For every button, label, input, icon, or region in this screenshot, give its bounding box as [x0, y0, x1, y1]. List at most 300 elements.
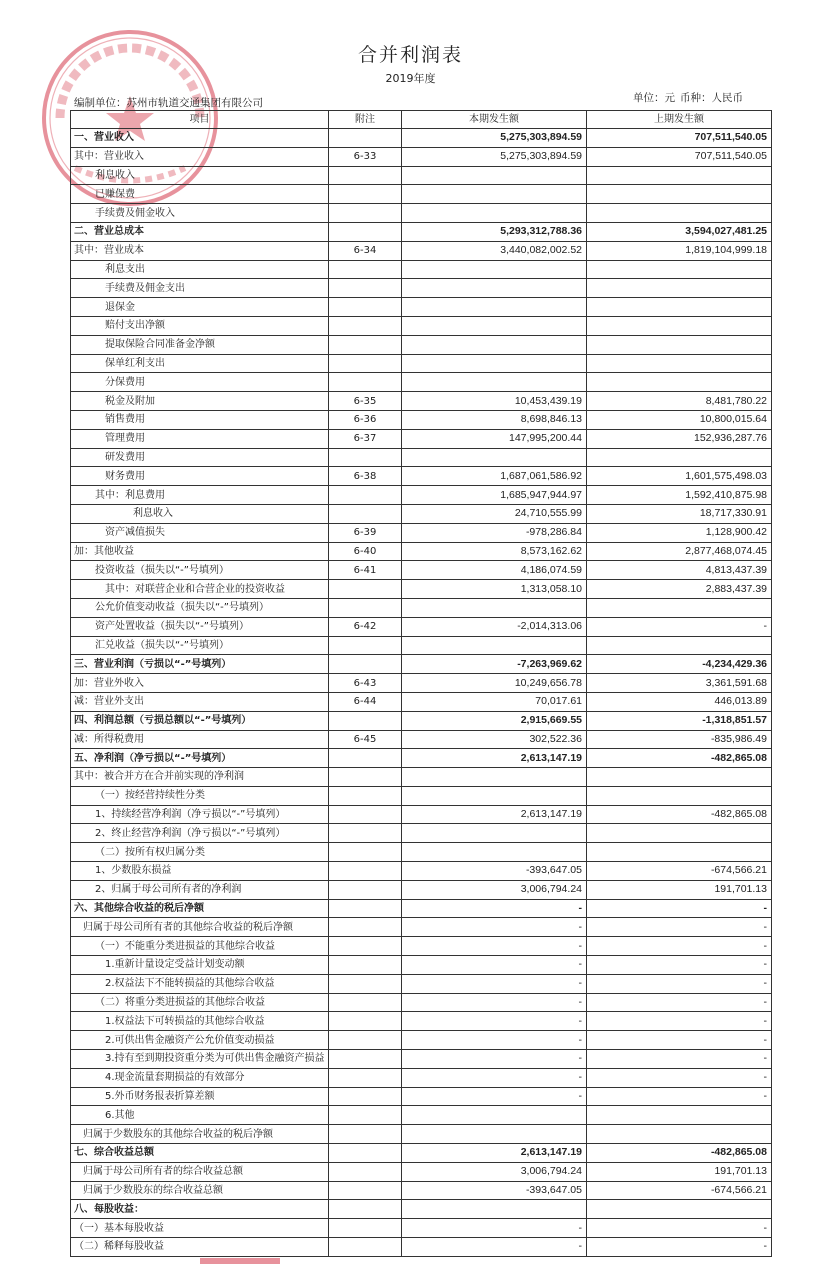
- row-note: [329, 805, 402, 824]
- row-previous-amount: [587, 786, 772, 805]
- row-note: [329, 1068, 402, 1087]
- row-current-amount: -2,014,313.06: [402, 617, 587, 636]
- table-row: [71, 316, 772, 335]
- row-note: [329, 956, 402, 975]
- row-previous-amount: 1,601,575,498.03: [587, 467, 772, 486]
- row-current-amount: [402, 1125, 587, 1144]
- row-note: 6-45: [329, 730, 402, 749]
- row-current-amount: -: [402, 1031, 587, 1050]
- row-current-amount: -: [402, 1238, 587, 1257]
- row-current-amount: 5,275,303,894.59: [402, 129, 587, 148]
- table-row: [71, 335, 772, 354]
- row-current-amount: [402, 448, 587, 467]
- row-current-amount: 24,710,555.99: [402, 504, 587, 523]
- row-label: 四、利润总额（亏损总额以“-”号填列）: [71, 711, 329, 730]
- header-previous-period: 上期发生额: [587, 111, 772, 129]
- row-current-amount: -: [402, 918, 587, 937]
- row-label: 2.权益法下不能转损益的其他综合收益: [71, 974, 329, 993]
- table-row: [71, 880, 772, 899]
- table-row: [71, 1012, 772, 1031]
- row-previous-amount: [587, 260, 772, 279]
- table-row: [71, 749, 772, 768]
- row-current-amount: 147,995,200.44: [402, 429, 587, 448]
- table-row: [71, 1238, 772, 1257]
- table-row: [71, 937, 772, 956]
- row-label: 其中：对联营企业和合营企业的投资收益: [71, 580, 329, 599]
- table-row: [71, 768, 772, 787]
- row-previous-amount: [587, 1106, 772, 1125]
- table-row: [71, 974, 772, 993]
- row-current-amount: [402, 824, 587, 843]
- row-previous-amount: [587, 1200, 772, 1219]
- header-item: 项目: [71, 111, 329, 129]
- row-label: 手续费及佣金支出: [71, 279, 329, 298]
- row-label: 其中：营业收入: [71, 147, 329, 166]
- row-label: 其中：营业成本: [71, 241, 329, 260]
- table-row: [71, 1144, 772, 1163]
- table-row: [71, 1162, 772, 1181]
- row-previous-amount: 707,511,540.05: [587, 147, 772, 166]
- row-current-amount: [402, 166, 587, 185]
- row-previous-amount: -: [587, 1031, 772, 1050]
- row-previous-amount: [587, 354, 772, 373]
- row-note: [329, 354, 402, 373]
- row-current-amount: -393,647.05: [402, 862, 587, 881]
- header-note: 附注: [329, 111, 402, 129]
- table-row: [71, 1050, 772, 1069]
- row-previous-amount: [587, 448, 772, 467]
- row-current-amount: 10,249,656.78: [402, 674, 587, 693]
- row-label: 保单红利支出: [71, 354, 329, 373]
- row-previous-amount: -: [587, 918, 772, 937]
- row-note: [329, 937, 402, 956]
- row-note: [329, 1031, 402, 1050]
- table-row: [71, 1181, 772, 1200]
- row-current-amount: [402, 279, 587, 298]
- row-note: [329, 1106, 402, 1125]
- row-previous-amount: [587, 335, 772, 354]
- table-row: [71, 918, 772, 937]
- row-current-amount: 1,313,058.10: [402, 580, 587, 599]
- row-label: 提取保险合同准备金净额: [71, 335, 329, 354]
- table-row: [71, 222, 772, 241]
- row-note: [329, 1162, 402, 1181]
- row-note: [329, 749, 402, 768]
- row-current-amount: [402, 185, 587, 204]
- table-row: [71, 260, 772, 279]
- row-current-amount: [402, 843, 587, 862]
- table-row: [71, 185, 772, 204]
- row-previous-amount: -4,234,429.36: [587, 655, 772, 674]
- currency-label: 币种：人民币: [680, 92, 743, 104]
- report-title: 合并利润表: [357, 44, 463, 66]
- row-previous-amount: [587, 298, 772, 317]
- row-current-amount: 5,293,312,788.36: [402, 222, 587, 241]
- table-row: [71, 147, 772, 166]
- row-label: 1、持续经营净利润（净亏损以“-”号填列）: [71, 805, 329, 824]
- row-current-amount: 10,453,439.19: [402, 392, 587, 411]
- row-previous-amount: [587, 279, 772, 298]
- row-note: [329, 448, 402, 467]
- row-label: 2、归属于母公司所有者的净利润: [71, 880, 329, 899]
- row-label: （一）基本每股收益: [71, 1219, 329, 1238]
- row-previous-amount: -1,318,851.57: [587, 711, 772, 730]
- row-label: 4.现金流量套期损益的有效部分: [71, 1068, 329, 1087]
- table-row: [71, 542, 772, 561]
- report-year: 2019年度: [385, 72, 436, 85]
- row-previous-amount: 4,813,437.39: [587, 561, 772, 580]
- table-row: [71, 1125, 772, 1144]
- row-current-amount: -: [402, 956, 587, 975]
- row-label: 管理费用: [71, 429, 329, 448]
- row-note: [329, 185, 402, 204]
- table-row: [71, 1200, 772, 1219]
- row-label: 二、营业总成本: [71, 222, 329, 241]
- row-current-amount: [402, 1200, 587, 1219]
- row-current-amount: 70,017.61: [402, 692, 587, 711]
- row-previous-amount: -674,566.21: [587, 862, 772, 881]
- row-label: 投资收益（损失以“-”号填列）: [71, 561, 329, 580]
- row-previous-amount: -: [587, 937, 772, 956]
- row-label: 已赚保费: [71, 185, 329, 204]
- row-note: 6-36: [329, 410, 402, 429]
- row-note: 6-41: [329, 561, 402, 580]
- table-header-row: [71, 111, 772, 129]
- table-row: [71, 523, 772, 542]
- table-row: [71, 561, 772, 580]
- row-note: [329, 1200, 402, 1219]
- row-current-amount: -: [402, 1012, 587, 1031]
- row-previous-amount: 10,800,015.64: [587, 410, 772, 429]
- row-label: 加：其他收益: [71, 542, 329, 561]
- row-current-amount: 1,685,947,944.97: [402, 486, 587, 505]
- table-row: [71, 711, 772, 730]
- row-current-amount: -: [402, 1068, 587, 1087]
- row-current-amount: 3,006,794.24: [402, 880, 587, 899]
- row-note: 6-43: [329, 674, 402, 693]
- income-statement-table: [70, 110, 772, 1257]
- row-previous-amount: [587, 373, 772, 392]
- table-row: [71, 1068, 772, 1087]
- row-note: [329, 1125, 402, 1144]
- row-previous-amount: 1,592,410,875.98: [587, 486, 772, 505]
- row-label: 利息收入: [71, 504, 329, 523]
- table-row: [71, 956, 772, 975]
- row-label: （二）将重分类进损益的其他综合收益: [71, 993, 329, 1012]
- row-label: 资产减值损失: [71, 523, 329, 542]
- row-label: 税金及附加: [71, 392, 329, 411]
- row-current-amount: 5,275,303,894.59: [402, 147, 587, 166]
- row-previous-amount: -: [587, 1050, 772, 1069]
- row-label: 1、少数股东损益: [71, 862, 329, 881]
- row-label: 赔付支出净额: [71, 316, 329, 335]
- table-row: [71, 373, 772, 392]
- row-current-amount: -: [402, 899, 587, 918]
- row-note: [329, 1181, 402, 1200]
- table-row: [71, 298, 772, 317]
- row-current-amount: [402, 786, 587, 805]
- table-row: [71, 429, 772, 448]
- row-previous-amount: 8,481,780.22: [587, 392, 772, 411]
- row-label: 6.其他: [71, 1106, 329, 1125]
- row-previous-amount: 1,128,900.42: [587, 523, 772, 542]
- table-row: [71, 674, 772, 693]
- table-row: [71, 279, 772, 298]
- row-current-amount: -7,263,969.62: [402, 655, 587, 674]
- row-current-amount: 2,613,147.19: [402, 749, 587, 768]
- row-current-amount: [402, 260, 587, 279]
- row-note: [329, 580, 402, 599]
- row-previous-amount: [587, 316, 772, 335]
- row-label: 减：营业外支出: [71, 692, 329, 711]
- row-current-amount: -: [402, 1087, 587, 1106]
- row-note: [329, 974, 402, 993]
- row-previous-amount: -482,865.08: [587, 749, 772, 768]
- row-current-amount: [402, 768, 587, 787]
- row-note: [329, 260, 402, 279]
- table-row: [71, 166, 772, 185]
- row-current-amount: -: [402, 993, 587, 1012]
- row-label: 研发费用: [71, 448, 329, 467]
- row-current-amount: [402, 335, 587, 354]
- row-previous-amount: -: [587, 956, 772, 975]
- row-current-amount: [402, 1106, 587, 1125]
- row-previous-amount: -674,566.21: [587, 1181, 772, 1200]
- row-label: 财务费用: [71, 467, 329, 486]
- table-row: [71, 824, 772, 843]
- table-row: [71, 843, 772, 862]
- row-note: [329, 843, 402, 862]
- row-previous-amount: -: [587, 1068, 772, 1087]
- table-row: [71, 1106, 772, 1125]
- row-previous-amount: [587, 1125, 772, 1144]
- table-row: [71, 486, 772, 505]
- row-label: 三、营业利润（亏损以“-”号填列）: [71, 655, 329, 674]
- row-label: 资产处置收益（损失以“-”号填列）: [71, 617, 329, 636]
- row-label: 2、终止经营净利润（净亏损以“-”号填列）: [71, 824, 329, 843]
- row-note: [329, 222, 402, 241]
- row-note: [329, 373, 402, 392]
- row-previous-amount: 2,883,437.39: [587, 580, 772, 599]
- table-row: [71, 730, 772, 749]
- row-note: [329, 711, 402, 730]
- row-current-amount: [402, 598, 587, 617]
- row-label: 归属于少数股东的其他综合收益的税后净额: [71, 1125, 329, 1144]
- row-label: 2.可供出售金融资产公允价值变动损益: [71, 1031, 329, 1050]
- row-label: 五、净利润（净亏损以“-”号填列）: [71, 749, 329, 768]
- row-note: [329, 598, 402, 617]
- row-note: [329, 166, 402, 185]
- row-previous-amount: 2,877,468,074.45: [587, 542, 772, 561]
- row-label: 分保费用: [71, 373, 329, 392]
- row-previous-amount: 18,717,330.91: [587, 504, 772, 523]
- row-previous-amount: [587, 204, 772, 223]
- row-note: [329, 993, 402, 1012]
- row-previous-amount: [587, 636, 772, 655]
- row-label: 退保金: [71, 298, 329, 317]
- row-previous-amount: -: [587, 1012, 772, 1031]
- row-previous-amount: 3,594,027,481.25: [587, 222, 772, 241]
- row-previous-amount: 152,936,287.76: [587, 429, 772, 448]
- row-current-amount: [402, 298, 587, 317]
- row-previous-amount: -: [587, 1238, 772, 1257]
- table-row: [71, 392, 772, 411]
- row-label: 5.外币财务报表折算差额: [71, 1087, 329, 1106]
- row-label: 利息支出: [71, 260, 329, 279]
- row-current-amount: -: [402, 974, 587, 993]
- row-previous-amount: [587, 768, 772, 787]
- row-label: （二）按所有权归属分类: [71, 843, 329, 862]
- row-current-amount: 8,698,846.13: [402, 410, 587, 429]
- table-row: [71, 617, 772, 636]
- row-previous-amount: [587, 166, 772, 185]
- row-previous-amount: [587, 824, 772, 843]
- row-previous-amount: -: [587, 899, 772, 918]
- row-note: [329, 824, 402, 843]
- row-note: [329, 204, 402, 223]
- row-label: 销售费用: [71, 410, 329, 429]
- row-current-amount: 1,687,061,586.92: [402, 467, 587, 486]
- row-current-amount: 2,613,147.19: [402, 1144, 587, 1163]
- row-current-amount: 3,006,794.24: [402, 1162, 587, 1181]
- seal-edge-mark: [200, 1258, 280, 1264]
- header-current-period: 本期发生额: [402, 111, 587, 129]
- row-note: 6-38: [329, 467, 402, 486]
- row-previous-amount: 1,819,104,999.18: [587, 241, 772, 260]
- row-current-amount: [402, 373, 587, 392]
- row-current-amount: -393,647.05: [402, 1181, 587, 1200]
- table-row: [71, 504, 772, 523]
- row-current-amount: -: [402, 1219, 587, 1238]
- table-row: [71, 655, 772, 674]
- table-row: [71, 899, 772, 918]
- row-previous-amount: -: [587, 993, 772, 1012]
- row-current-amount: -: [402, 937, 587, 956]
- row-label: 七、综合收益总额: [71, 1144, 329, 1163]
- row-label: 其中：利息费用: [71, 486, 329, 505]
- table-row: [71, 129, 772, 148]
- table-row: [71, 1219, 772, 1238]
- row-previous-amount: -: [587, 1087, 772, 1106]
- table-body: [71, 129, 772, 1257]
- row-current-amount: -: [402, 1050, 587, 1069]
- row-note: [329, 1087, 402, 1106]
- row-label: 公允价值变动收益（损失以“-”号填列）: [71, 598, 329, 617]
- row-note: [329, 655, 402, 674]
- row-current-amount: [402, 354, 587, 373]
- row-note: [329, 786, 402, 805]
- row-label: 加：营业外收入: [71, 674, 329, 693]
- table-row: [71, 805, 772, 824]
- row-label: （一）按经营持续性分类: [71, 786, 329, 805]
- row-previous-amount: 446,013.89: [587, 692, 772, 711]
- row-previous-amount: -: [587, 974, 772, 993]
- row-note: [329, 1219, 402, 1238]
- row-note: [329, 862, 402, 881]
- table-row: [71, 354, 772, 373]
- table-row: [71, 241, 772, 260]
- table-row: [71, 580, 772, 599]
- row-note: 6-34: [329, 241, 402, 260]
- row-note: [329, 129, 402, 148]
- table-row: [71, 448, 772, 467]
- table-row: [71, 993, 772, 1012]
- table-row: [71, 692, 772, 711]
- table-row: [71, 598, 772, 617]
- row-label: 八、每股收益：: [71, 1200, 329, 1219]
- row-label: 手续费及佣金收入: [71, 204, 329, 223]
- row-current-amount: 302,522.36: [402, 730, 587, 749]
- row-note: [329, 768, 402, 787]
- row-previous-amount: [587, 185, 772, 204]
- table-row: [71, 636, 772, 655]
- table-row: [71, 862, 772, 881]
- preparer-company: 编制单位：苏州市轨道交通集团有限公司: [74, 97, 263, 109]
- row-note: 6-44: [329, 692, 402, 711]
- row-previous-amount: -: [587, 1219, 772, 1238]
- row-previous-amount: -: [587, 617, 772, 636]
- row-label: 归属于母公司所有者的其他综合收益的税后净额: [71, 918, 329, 937]
- row-previous-amount: 191,701.13: [587, 880, 772, 899]
- row-label: 归属于少数股东的综合收益总额: [71, 1181, 329, 1200]
- row-current-amount: [402, 636, 587, 655]
- row-label: 六、其他综合收益的税后净额: [71, 899, 329, 918]
- row-note: [329, 279, 402, 298]
- row-previous-amount: 191,701.13: [587, 1162, 772, 1181]
- row-current-amount: 2,915,669.55: [402, 711, 587, 730]
- row-label: （一）不能重分类进损益的其他综合收益: [71, 937, 329, 956]
- row-note: [329, 880, 402, 899]
- row-previous-amount: -482,865.08: [587, 805, 772, 824]
- row-note: [329, 636, 402, 655]
- row-note: [329, 1238, 402, 1257]
- table-row: [71, 1031, 772, 1050]
- row-note: 6-33: [329, 147, 402, 166]
- row-note: [329, 1012, 402, 1031]
- row-label: 减：所得税费用: [71, 730, 329, 749]
- row-note: [329, 335, 402, 354]
- table-row: [71, 204, 772, 223]
- row-current-amount: -978,286.84: [402, 523, 587, 542]
- table-row: [71, 410, 772, 429]
- row-note: [329, 298, 402, 317]
- row-previous-amount: -835,986.49: [587, 730, 772, 749]
- row-note: [329, 316, 402, 335]
- row-note: [329, 486, 402, 505]
- row-label: 1.重新计量设定受益计划变动额: [71, 956, 329, 975]
- row-label: 一、营业收入: [71, 129, 329, 148]
- row-label: （二）稀释每股收益: [71, 1238, 329, 1257]
- row-label: 归属于母公司所有者的综合收益总额: [71, 1162, 329, 1181]
- row-note: 6-35: [329, 392, 402, 411]
- row-previous-amount: 3,361,591.68: [587, 674, 772, 693]
- row-previous-amount: 707,511,540.05: [587, 129, 772, 148]
- row-previous-amount: -482,865.08: [587, 1144, 772, 1163]
- row-note: 6-37: [329, 429, 402, 448]
- row-note: [329, 1050, 402, 1069]
- row-note: [329, 504, 402, 523]
- table-row: [71, 1087, 772, 1106]
- row-note: 6-39: [329, 523, 402, 542]
- row-note: [329, 1144, 402, 1163]
- row-current-amount: 8,573,162.62: [402, 542, 587, 561]
- row-note: [329, 899, 402, 918]
- row-label: 1.权益法下可转损益的其他综合收益: [71, 1012, 329, 1031]
- row-note: 6-40: [329, 542, 402, 561]
- row-current-amount: [402, 316, 587, 335]
- row-current-amount: [402, 204, 587, 223]
- row-previous-amount: [587, 598, 772, 617]
